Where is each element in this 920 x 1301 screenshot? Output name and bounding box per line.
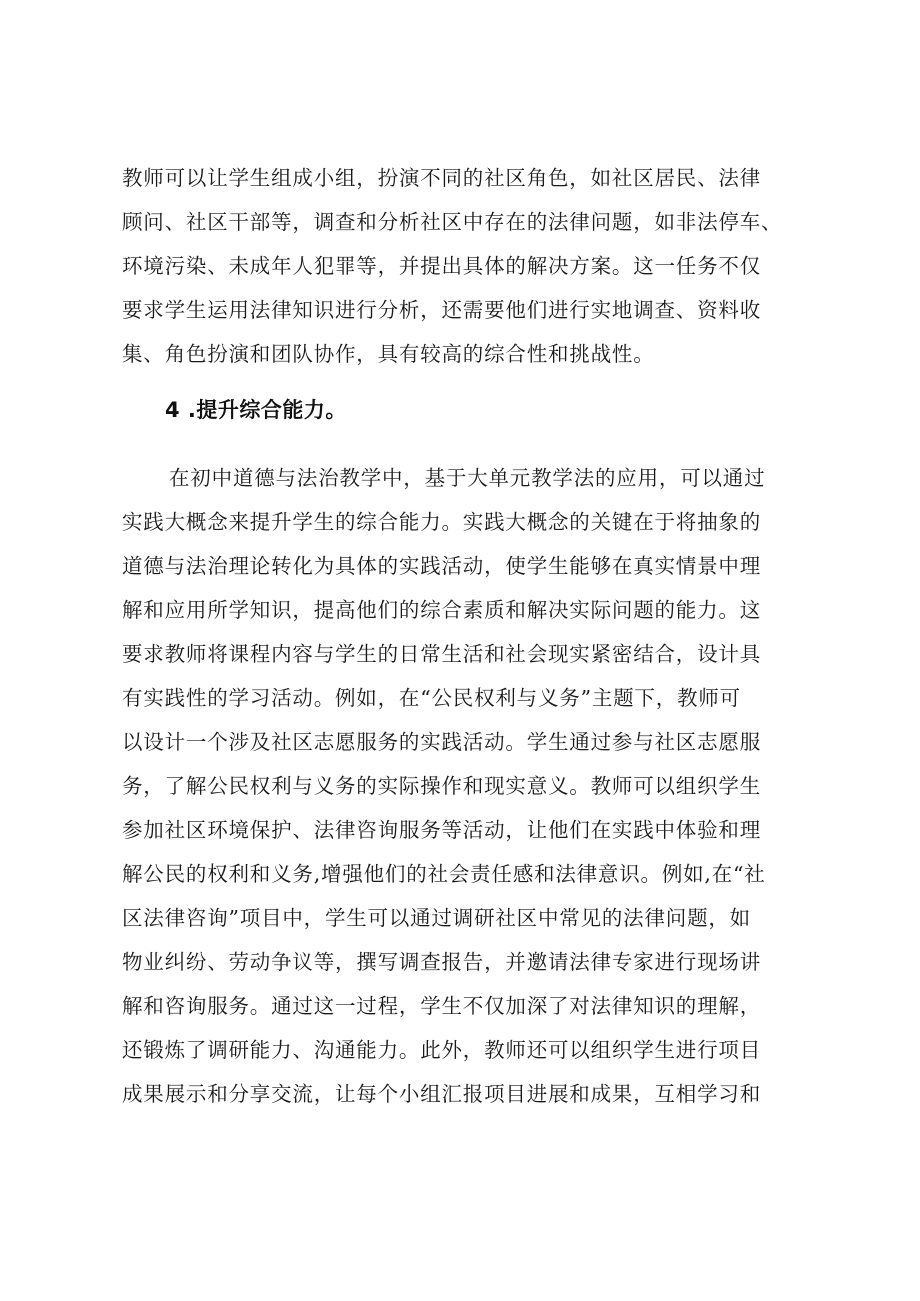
paragraph-line: 要求学生运用法律知识进行分析，还需要他们进行实地调查、资料收 xyxy=(122,298,761,322)
paragraph-line: 务，了解公民权利与义务的实际操作和现实意义。教师可以组织学生 xyxy=(122,774,761,798)
paragraph-line: 环境污染、未成年人犯罪等，并提出具体的解决方案。这一任务不仅 xyxy=(122,254,761,278)
paragraph-line: 解和应用所学知识，提高他们的综合素质和解决实际问题的能力。这 xyxy=(122,598,761,622)
paragraph-line: 物业纠纷、劳动争议等，撰写调查报告，并邀请法律专家进行现场讲 xyxy=(122,950,761,974)
paragraph-line: 参加社区环境保护、法律咨询服务等活动，让他们在实践中体验和理 xyxy=(122,818,761,842)
paragraph-line: 解和咨询服务。通过这一过程，学生不仅加深了对法律知识的理解， xyxy=(122,994,761,1018)
paragraph-line: 成果展示和分享交流，让每个小组汇报项目进展和成果，互相学习和 xyxy=(122,1082,761,1106)
paragraph-line: 在初中道德与法治教学中，基于大单元教学法的应用，可以通过 xyxy=(169,466,766,490)
paragraph-line: 教师可以让学生组成小组，扮演不同的社区角色，如社区居民、法律 xyxy=(122,166,761,190)
paragraph-line: 有实践性的学习活动。例如，在“公民权利与义务”主题下，教师可 xyxy=(122,686,741,710)
paragraph-line: 还锻炼了调研能力、沟通能力。此外，教师还可以组织学生进行项目 xyxy=(122,1038,761,1062)
paragraph-line: 顾问、社区干部等，调查和分析社区中存在的法律问题，如非法停车、 xyxy=(122,210,783,234)
paragraph-line: 解公民的权利和义务,增强他们的社会责任感和法律意识。例如,在“社 xyxy=(122,862,766,886)
paragraph-line: 以设计一个涉及社区志愿服务的实践活动。学生通过参与社区志愿服 xyxy=(122,730,761,754)
paragraph-line: 实践大概念来提升学生的综合能力。实践大概念的关键在于将抽象的 xyxy=(122,510,761,534)
paragraph-line: 集、角色扮演和团队协作，具有较高的综合性和挑战性。 xyxy=(122,342,655,366)
paragraph-line: 区法律咨询”项目中，学生可以通过调研社区中常见的法律问题，如 xyxy=(122,906,751,930)
paragraph-line: 要求教师将课程内容与学生的日常生活和社会现实紧密结合，设计具 xyxy=(122,642,761,666)
section-heading: 4 .提升综合能力。 xyxy=(165,398,347,422)
paragraph-line: 道德与法治理论转化为具体的实践活动，使学生能够在真实情景中理 xyxy=(122,554,761,578)
